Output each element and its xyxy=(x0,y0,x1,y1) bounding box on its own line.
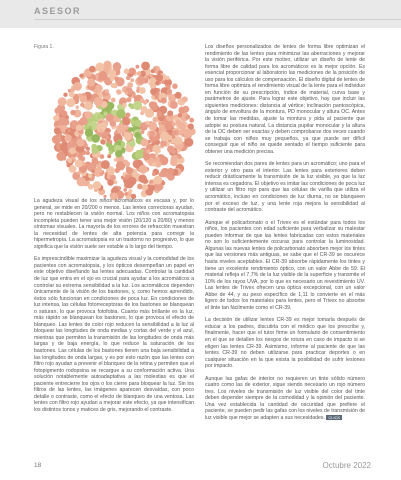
plate-dot xyxy=(137,71,141,75)
plate-dot xyxy=(67,129,70,132)
plate-dot xyxy=(93,181,101,189)
plate-dot xyxy=(167,110,173,116)
plate-dot xyxy=(117,141,121,145)
plate-dot xyxy=(150,102,158,110)
plate-dot xyxy=(141,106,148,113)
plate-dot xyxy=(84,101,93,110)
plate-dot xyxy=(162,182,166,186)
plate-dot xyxy=(136,65,140,69)
plate-dot xyxy=(108,140,112,144)
plate-dot xyxy=(116,89,121,94)
plate-dot xyxy=(178,155,182,159)
plate-dot xyxy=(88,184,94,190)
page-number: 18 xyxy=(34,462,42,469)
plate-dot xyxy=(95,63,104,72)
plate-dot xyxy=(92,157,99,164)
plate-dot xyxy=(64,134,71,141)
plate-dot xyxy=(115,150,122,157)
plate-dot xyxy=(167,168,174,175)
right-paragraph-5 xyxy=(205,376,365,422)
plate-dot xyxy=(76,139,84,147)
plate-dot xyxy=(116,109,125,118)
plate-dot xyxy=(67,163,71,167)
issue-date: Octubre 2022 xyxy=(322,461,371,470)
plate-dot xyxy=(73,82,82,91)
plate-dot xyxy=(80,103,84,107)
plate-dot xyxy=(182,96,188,102)
header-bar xyxy=(0,0,401,28)
plate-dot xyxy=(128,127,133,132)
plate-dot xyxy=(69,148,76,155)
plate-dot xyxy=(69,92,75,98)
right-paragraph-2: Se recomiendan dos pares de lentes para un acromático; uno para el exterior y otro para el interior. Las lentes para exteriores deben reducir drásticamente la transmisión de la luz visible, ya que la luz intensa es cegadora. El objetivo es imitar las condiciones de poca luz y utilizar un filtro rojo para que las células de varilla que utiliza el acromático, incluso en condiciones de luz diurna, no se blanqueen por el exceso de luz, y una lente roja mejora la sensibilidad al contraste del acromático. xyxy=(205,161,365,214)
left-column xyxy=(34,198,194,420)
plate-dot xyxy=(114,76,119,81)
plate-dot xyxy=(123,188,127,192)
plate-dot xyxy=(161,121,164,124)
plate-dot xyxy=(162,170,166,174)
right-paragraph-4: La decisión de utilizar lentes CR-39 es mejor tomarla después de educar a los padres, discutirla con el médico que los prescribe y, finalmente, hacer que el tutor firme un formulario de consentimiento en el que se detallen los riesgos de rotura en caso de impacto si se eligen las lentes CR-39. Asimismo, informe al paciente de que las lentes CR-39 no deben utilizarse para practicar deportes o en cualquier situación en la que exista la posibilidad de sufrir lesiones por impacto. xyxy=(205,317,365,370)
plate-dot xyxy=(126,167,133,174)
plate-dot xyxy=(153,117,159,123)
plate-dot xyxy=(139,165,148,174)
plate-dot xyxy=(110,175,116,181)
plate-dot xyxy=(87,78,95,86)
plate-dot xyxy=(149,185,155,191)
plate-dot xyxy=(88,174,92,178)
plate-dot xyxy=(126,76,130,80)
plate-dot xyxy=(124,69,130,75)
plate-dot xyxy=(79,74,83,78)
plate-dot xyxy=(129,141,135,147)
end-mark-badge: CLICK xyxy=(328,415,341,421)
plate-dot xyxy=(130,78,134,82)
plate-dot xyxy=(127,82,133,88)
right-paragraph-3: Aunque el policarbonato o el Trivex es el estándar para todos los niños, los pacientes con edad suficiente para verbalizar su malestar pueden informar de que las lentes fabricadas con estos materiales no son lo suficientemente oscuras para controlar la luminosidad. Algunas las nuevas lentes de policarbonato absorben mejor los tintes que las versiones más antiguas, se sabe que el CR-39 se oscurece hasta niveles aceptables. El CR-39 absorbe rápidamente los tintes y tiene un excelente rendimiento óptico, con un valor Abbe de 59. El material refleja el 7,7% de la luz visible de la superficie y transmite el 10% de los rayos UVA, por lo que es necesario un revestimiento UV. Las lentes de Trivex ofrecen una óptica excepcional, con un valor Abbe de 44, y su peso específico de 1,11 lo convierte en el más ligero de todos los materiales para lentes, pero el Trivex no absorbe el tinte tan fácilmente como el CR-39. xyxy=(205,219,365,311)
plate-dot xyxy=(141,139,149,147)
plate-dot xyxy=(152,145,160,153)
plate-dot xyxy=(128,189,132,193)
plate-dot xyxy=(91,169,95,173)
plate-dot xyxy=(138,175,146,183)
plate-dot xyxy=(98,71,107,80)
plate-dot xyxy=(137,184,142,189)
plate-dot xyxy=(139,87,146,94)
plate-dot xyxy=(153,67,156,70)
plate-dot xyxy=(135,150,144,159)
plate-dot xyxy=(173,130,179,136)
plate-dot xyxy=(183,129,192,138)
plate-dot xyxy=(77,171,81,175)
figure-label: Figura 1. xyxy=(34,44,54,50)
plate-dot xyxy=(110,78,114,82)
plate-dot xyxy=(54,127,61,134)
plate-dot xyxy=(189,118,194,123)
plate-dot xyxy=(149,122,158,131)
plate-dot xyxy=(53,115,59,121)
plate-dot xyxy=(112,83,117,88)
plate-dot xyxy=(185,116,188,119)
brand-title: ASESOR xyxy=(34,6,82,16)
plate-dot xyxy=(100,172,104,176)
plate-dot xyxy=(103,61,111,69)
plate-dot xyxy=(85,111,92,118)
plate-dot xyxy=(125,174,129,178)
plate-dot xyxy=(58,97,67,106)
plate-dot xyxy=(124,192,128,196)
plate-dot xyxy=(149,180,153,184)
right-paragraph-1: Los diseños personalizados de lentes de forma libre optimizan el rendimiento de las lentes para minimizar las aberraciones y mejorar la visión periférica. Por este motivo, utilizar un diseño de lente de forma libre de calidad para los acromáticos es la mejor opción. Es esencial proporcionar al laboratorio las mediciones de la posición de uso para los cálculos de compensación. El diseño digital de lentes de forma libre optimiza el rendimiento visual de la lente para el individuo en función de su prescripción, índice de material, curva base y parámetros de ajuste. Para lograr este objetivo, hay que incluir las siguientes mediciones: distancia al vértice; inclinación pantoscópica, ángulo de envoltura de la montura, PD monocular y altura OC. Antes de tomar las medidas, ajuste la montura y pida al paciente que adopte su postura natural. La distancia pupilar monocular y la altura de la OC deben ser exactas y deben comprobarse dos veces cuando se trabaja con niños muy pequeños, ya que puede ser difícil conseguir que el niño se quede sentado el tiempo suficiente para obtener una medición precisa. xyxy=(205,44,365,155)
plate-dot xyxy=(123,160,128,165)
plate-dot xyxy=(94,97,103,106)
plate-dot xyxy=(76,106,79,109)
plate-dot xyxy=(166,89,172,95)
plate-dot xyxy=(183,106,188,111)
plate-dot xyxy=(109,150,113,154)
plate-dot xyxy=(141,62,150,71)
plate-dot xyxy=(126,97,131,102)
plate-dot xyxy=(143,101,147,105)
plate-dot xyxy=(101,160,110,169)
plate-dot xyxy=(107,154,111,158)
color-vision-test-plate xyxy=(50,56,198,204)
plate-dot xyxy=(155,74,163,82)
plate-dot xyxy=(149,131,155,137)
plate-dot xyxy=(174,136,183,145)
plate-dot xyxy=(170,101,178,109)
header-rule xyxy=(34,19,401,20)
plate-dot xyxy=(63,93,67,97)
plate-dot xyxy=(155,152,159,156)
plate-dot xyxy=(125,91,128,94)
plate-dot xyxy=(178,122,186,130)
plate-dot xyxy=(124,132,132,140)
plate-dot xyxy=(141,130,145,134)
plate-dot xyxy=(184,138,193,147)
plate-dot xyxy=(161,98,167,104)
plate-dot xyxy=(122,103,127,108)
left-paragraph-1: La agudeza visual de los niños acromáticos es escasa y, por lo general, se mide en 20/200 o menos. Las lentes correctoras ayudan, pero no restablecen la visión normal. Los niños con acromatopsia incompleta pueden tener una mejor visión (20/120 a 20/80) y menos síntomas visuales. La mayoría de los errores de refracción muestran la necesidad de lentes de alta potencia para corregir la hipermetropía. La acromatopsia es un trastorno no progresivo, lo que significa que la visión suele ser estable a lo largo del tiempo. xyxy=(34,198,194,250)
plate-dot xyxy=(111,98,116,103)
plate-dot xyxy=(155,81,160,86)
plate-dot xyxy=(77,177,86,186)
plate-dot xyxy=(152,172,156,176)
left-paragraph-2: Es imprescindible maximizar la agudeza visual y la comodidad de los pacientes con acromatopsia, y los ópticos desempeñan un papel en este objetivo diseñando las lentes adecuadas. Controlar la cantidad de luz que entra en el ojo es crucial para ayudar a los acromáticos a controlar su extrema sensibilidad a la luz. Los acromáticos dependen únicamente de la visión de los bastones, y, como hemos aprendido, éstos sólo funcionan en condiciones de poca luz. En condiciones de luz intensa, las células fotorreceptoras de los bastones se blanquean o saturan, lo que provoca fotofobia. Cuanto más brillante es la luz, más rápido se blanquean los bastones, lo que provoca el efecto de blanqueo. Las lentes de color rojo reducen la sensibilidad a la luz al bloquear las longitudes de onda medias y cortas del verde y el azul, mientras que permiten la transmisión de las longitudes de onda más largas y de baja energía, lo que reduce la saturación de los bastones. Las células de los bastones tienen una baja sensibilidad a las longitudes de onda largas, y es por esto razón que las lentes con filtro rojo ayudan a prevenir el blanqueo de la retina y permiten que el fotopigmento rodopsina se recargue a su conformación activa. Una solución notablemente autoadaptativa a las molestias es que el paciente entrecierre los ojos o los cierre para bloquear la luz. Sin los filtros de las lentes, las imágenes aparecen desvaídas, con poco detalle o contraste, como el efecto de blanqueo de una ventosa. Las lentes con filtro rojo ayudan a mejorar este efecto, ya que intensifican los distintos tonos y matices de gris, mejorando el contraste. xyxy=(34,256,194,413)
plate-dot xyxy=(113,62,122,71)
plate-dot xyxy=(152,162,156,166)
plate-dot xyxy=(134,120,141,127)
plate-dot xyxy=(80,95,88,103)
plate-dot xyxy=(154,176,163,185)
plate-dot xyxy=(99,122,107,130)
plate-dot xyxy=(166,76,170,80)
plate-dot xyxy=(106,114,114,122)
plate-dot xyxy=(85,129,93,137)
plate-dot xyxy=(95,85,102,92)
plate-dot xyxy=(167,145,175,153)
plate-dot xyxy=(86,151,90,155)
plate-dot xyxy=(125,113,130,118)
plate-dot xyxy=(118,186,122,190)
plate-dot xyxy=(89,66,96,73)
plate-dot xyxy=(167,135,172,140)
plate-dot xyxy=(70,110,75,115)
plate-dot xyxy=(67,158,72,163)
plate-dot xyxy=(75,160,83,168)
plate-dot xyxy=(76,125,82,131)
plate-dot xyxy=(129,69,134,74)
plate-dot xyxy=(113,180,117,184)
plate-dot xyxy=(175,92,182,99)
plate-dot xyxy=(172,83,178,89)
plate-dot xyxy=(100,140,105,145)
plate-dot xyxy=(150,74,153,77)
right-paragraph-5-text: Aunque las gafas de interior no requieren un tinte sólido número cuatro como las de exterior, sigue siendo necesario un rojo número tres. Los niveles de transmisión de luz visible del color del tinte deben depender siempre de la comodidad y la opinión del paciente. Una vez establecida la cantidad de oscuridad que prefiere el paciente, se pueden pedir las gafas con los niveles de transmisión de luz visible que mejor se adapten a sus necesidades. xyxy=(205,375,365,421)
plate-dot xyxy=(58,117,67,126)
plate-dot xyxy=(127,177,136,186)
right-column xyxy=(205,44,365,428)
plate-dot xyxy=(134,132,141,139)
plate-dot xyxy=(116,124,125,133)
plate-dot xyxy=(164,122,172,130)
plate-dot xyxy=(142,184,148,190)
plate-dot xyxy=(91,147,98,154)
plate-dot xyxy=(146,149,150,153)
plate-dot xyxy=(137,76,146,85)
plate-dot xyxy=(61,110,67,116)
plate-dot xyxy=(86,147,90,151)
plate-dot xyxy=(105,89,109,93)
plate-dot xyxy=(74,131,79,136)
plate-dot xyxy=(60,143,67,150)
